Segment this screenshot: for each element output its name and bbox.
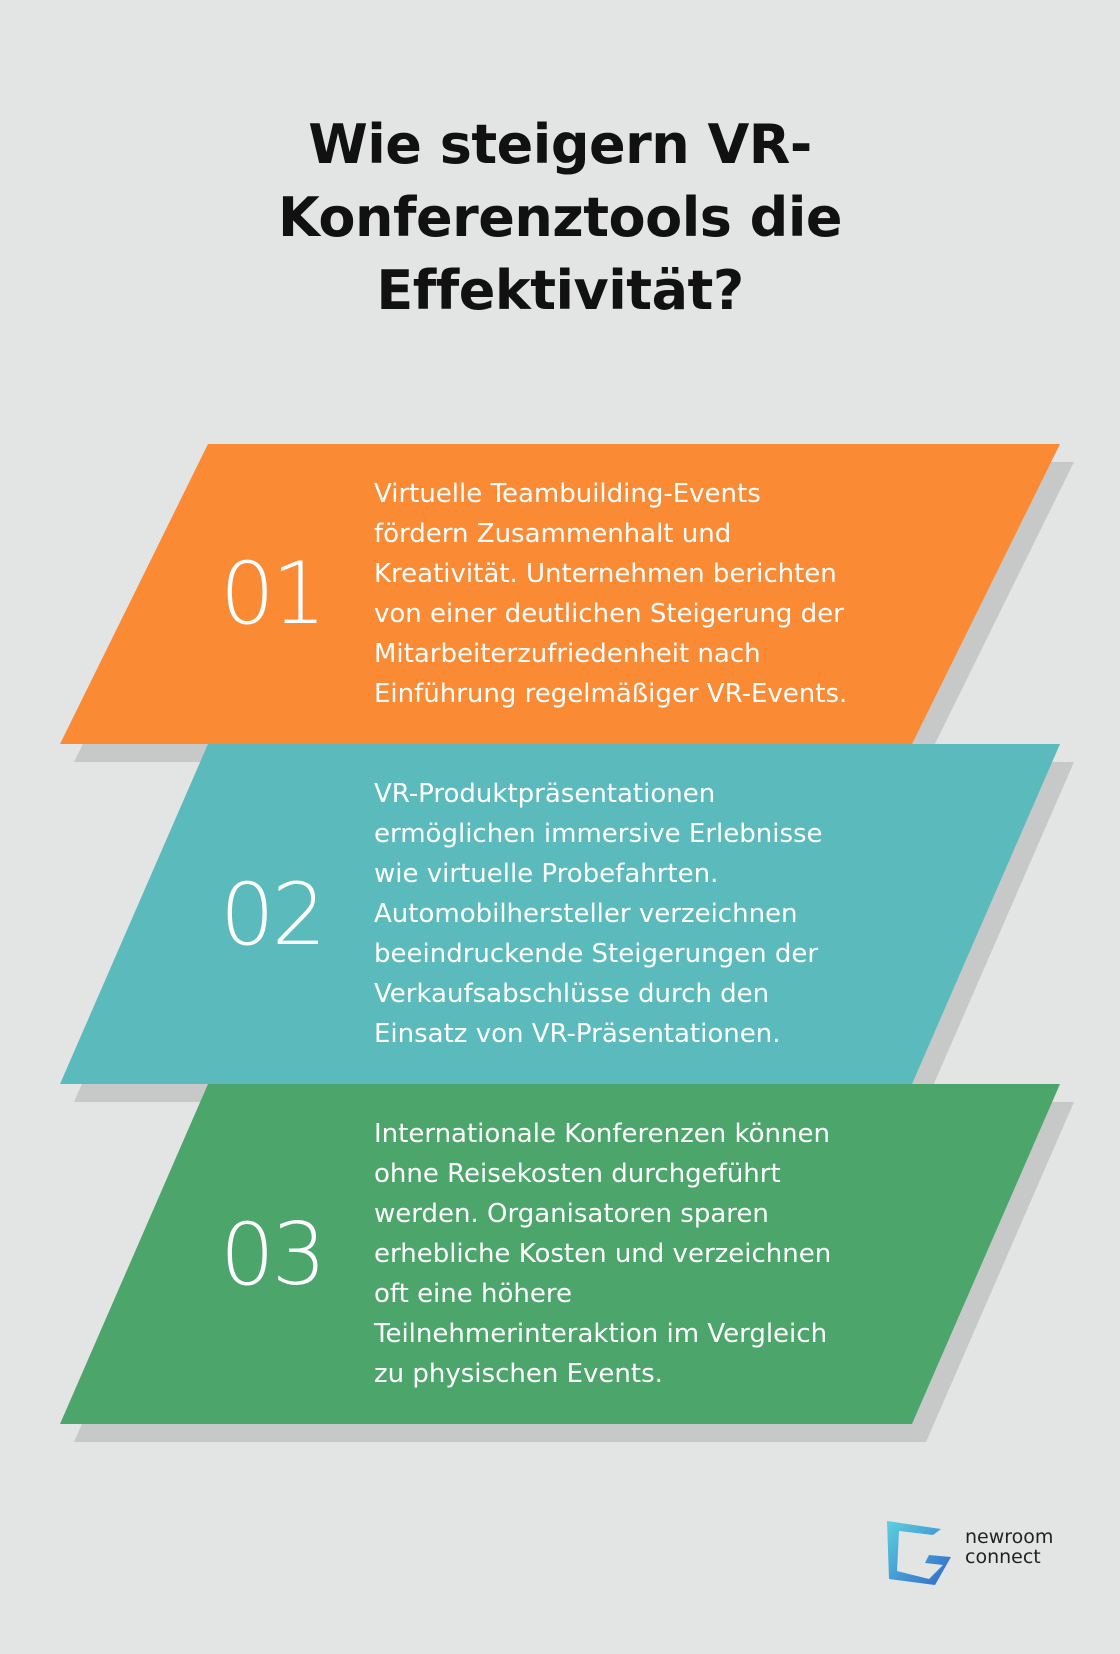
item-text: VR-Produktpräsentationen ermöglichen immersive Erlebnisse wie virtuelle Probefahrten. Automobilhersteller verzeichnen beeindruckende Steigerungen der Verkaufsabschlüsse durch den Einsatz von VR-Präsentationen. xyxy=(374,779,823,1049)
item-number: 02 xyxy=(220,865,324,965)
item-card-3 xyxy=(60,1084,1060,1424)
newroom-logo-icon xyxy=(885,1519,955,1587)
page-title: Wie steigern VR- Konferenztools die Effektivität? xyxy=(278,113,842,322)
item-text: Virtuelle Teambuilding-Events fördern Zusammenhalt und Kreativität. Unternehmen berichten von einer deutlichen Steigerung der Mitarbeiterzufriedenheit nach Einführung regelmäßiger VR-Events. xyxy=(374,479,848,709)
brand-logo xyxy=(885,1515,1065,1587)
item-number: 01 xyxy=(220,544,324,644)
item-card-2 xyxy=(60,744,1060,1084)
item-number: 03 xyxy=(220,1205,324,1305)
item-text: Internationale Konferenzen können ohne Reisekosten durchgeführt werden. Organisatoren sparen erhebliche Kosten und verzeichnen oft eine höhere Teilnehmerinteraktion im Vergleich zu physischen Events. xyxy=(374,1119,832,1389)
item-card-1 xyxy=(60,444,1060,744)
logo-wordmark: newroom connect xyxy=(965,1526,1054,1568)
